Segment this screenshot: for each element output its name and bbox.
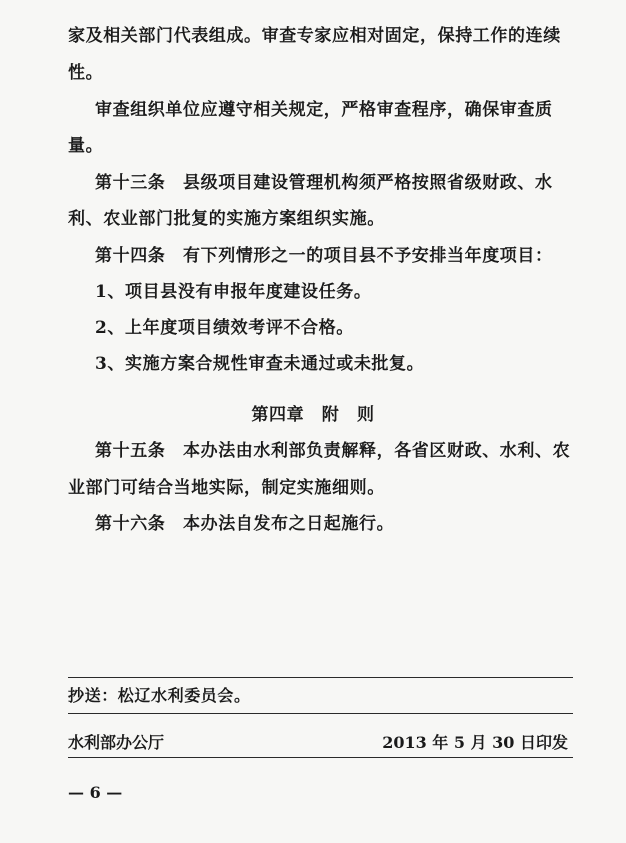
- cc-line: 抄送：松辽水利委员会。: [68, 686, 251, 705]
- article-16: 第十六条 本办法自发布之日起施行。: [95, 514, 395, 534]
- list-item: 2、上年度项目绩效考评不合格。: [95, 318, 354, 338]
- article-15-line: 第十五条 本办法由水利部负责解释，各省区财政、水利、农: [95, 441, 571, 461]
- article-15-line: 业部门可结合当地实际，制定实施细则。: [68, 478, 385, 498]
- paragraph-line: 量。: [68, 136, 104, 156]
- footer-rule-middle: [68, 713, 573, 714]
- footer-rule-bottom: [68, 757, 573, 758]
- article-13-line: 利、农业部门批复的实施方案组织实施。: [68, 209, 385, 229]
- list-item: 3、实施方案合规性审查未通过或未批复。: [95, 354, 425, 374]
- article-13-line: 第十三条 县级项目建设管理机构须严格按照省级财政、水: [95, 173, 553, 193]
- paragraph-line: 性。: [68, 63, 104, 83]
- chapter-heading: 第四章 附 则: [251, 405, 375, 425]
- page-number: — 6 —: [68, 783, 123, 802]
- list-item: 1、项目县没有申报年度建设任务。: [95, 282, 372, 302]
- paragraph-line: 审查组织单位应遵守相关规定，严格审查程序，确保审查质: [95, 100, 553, 120]
- issuer: 水利部办公厅: [68, 733, 165, 752]
- paragraph-line: 家及相关部门代表组成。审查专家应相对固定，保持工作的连续: [68, 26, 561, 46]
- issue-date: 2013 年 5 月 30 日印发: [382, 733, 568, 752]
- article-14: 第十四条 有下列情形之一的项目县不予安排当年度项目：: [95, 246, 553, 266]
- footer-rule-top: [68, 677, 573, 678]
